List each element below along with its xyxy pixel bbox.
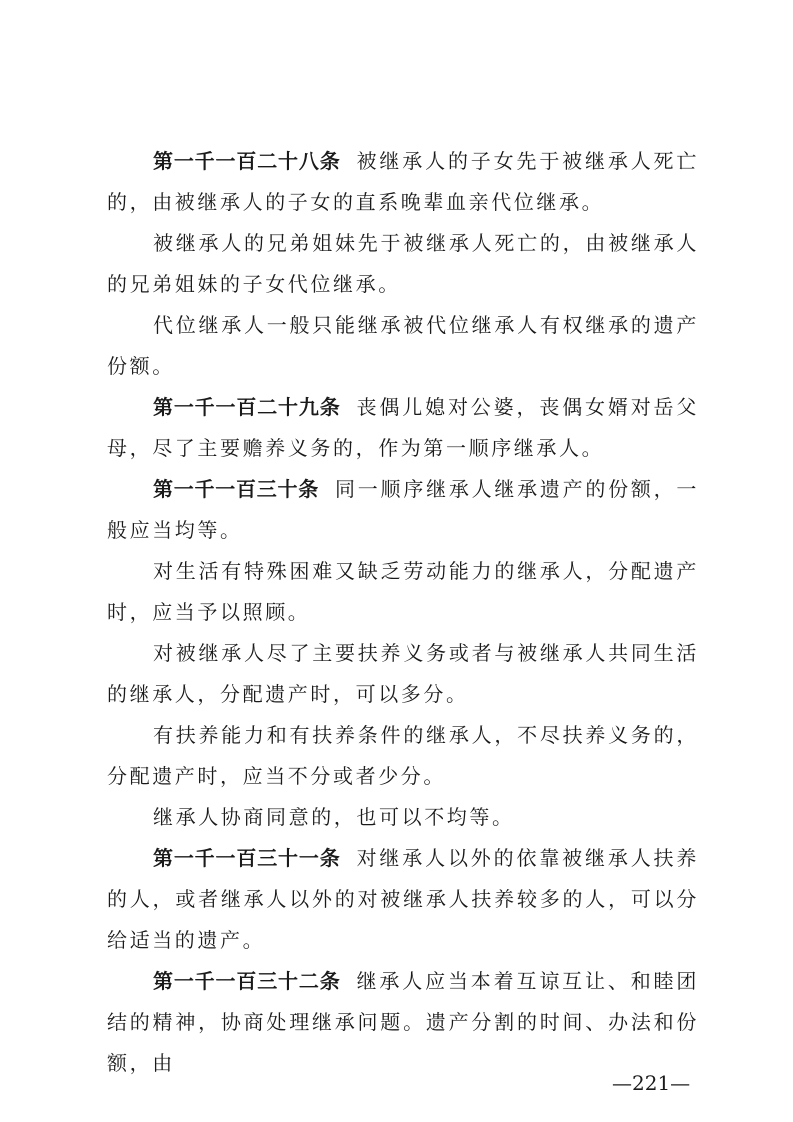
- paragraph: [107, 797, 699, 838]
- paragraph: [107, 141, 699, 223]
- paragraph-text: 有扶养能力和有扶养条件的继承人，不尽扶养义务的，分配遗产时，应当不分或者少分。: [107, 723, 699, 788]
- paragraph: [107, 715, 699, 797]
- article-number: 第一千一百三十条: [153, 477, 320, 501]
- paragraph-text: 对生活有特殊困难又缺乏劳动能力的继承人，分配遗产时，应当予以照顾。: [107, 559, 699, 624]
- paragraph-text: 代位继承人一般只能继承被代位继承人有权继承的遗产份额。: [107, 313, 699, 378]
- article-number: 第一千一百三十一条: [153, 846, 341, 870]
- body-text: [107, 141, 699, 1084]
- paragraph-text: 继承人协商同意的，也可以不均等。: [153, 805, 515, 829]
- paragraph-text: 对继承人以外的依靠被继承人扶养的人，或者继承人以外的对被继承人扶养较多的人，可以分给适当的遗产。: [107, 846, 699, 952]
- paragraph-text: 对被继承人尽了主要扶养义务或者与被继承人共同生活的继承人，分配遗产时，可以多分。: [107, 641, 699, 706]
- paragraph: [107, 469, 699, 551]
- paragraph: [107, 387, 699, 469]
- article-number: 第一千一百三十二条: [153, 969, 341, 993]
- paragraph-text: 丧偶儿媳对公婆，丧偶女婿对岳父母，尽了主要赡养义务的，作为第一顺序继承人。: [107, 395, 699, 460]
- paragraph-text: 被继承人的子女先于被继承人死亡的，由被继承人的子女的直系晚辈血亲代位继承。: [107, 149, 699, 214]
- paragraph: [107, 223, 699, 305]
- paragraph: [107, 961, 699, 1084]
- paragraph-text: 同一顺序继承人继承遗产的份额，一般应当均等。: [107, 477, 699, 542]
- paragraph: [107, 551, 699, 633]
- paragraph-text: 被继承人的兄弟姐妹先于被继承人死亡的，由被继承人的兄弟姐妹的子女代位继承。: [107, 231, 699, 296]
- article-number: 第一千一百二十九条: [153, 395, 341, 419]
- page-number: —221—: [612, 1071, 691, 1095]
- paragraph: [107, 633, 699, 715]
- article-number: 第一千一百二十八条: [153, 149, 341, 173]
- paragraph: [107, 305, 699, 387]
- paragraph-text: 继承人应当本着互谅互让、和睦团结的精神，协商处理继承问题。遗产分割的时间、办法和份额，由: [107, 969, 699, 1075]
- paragraph: [107, 838, 699, 961]
